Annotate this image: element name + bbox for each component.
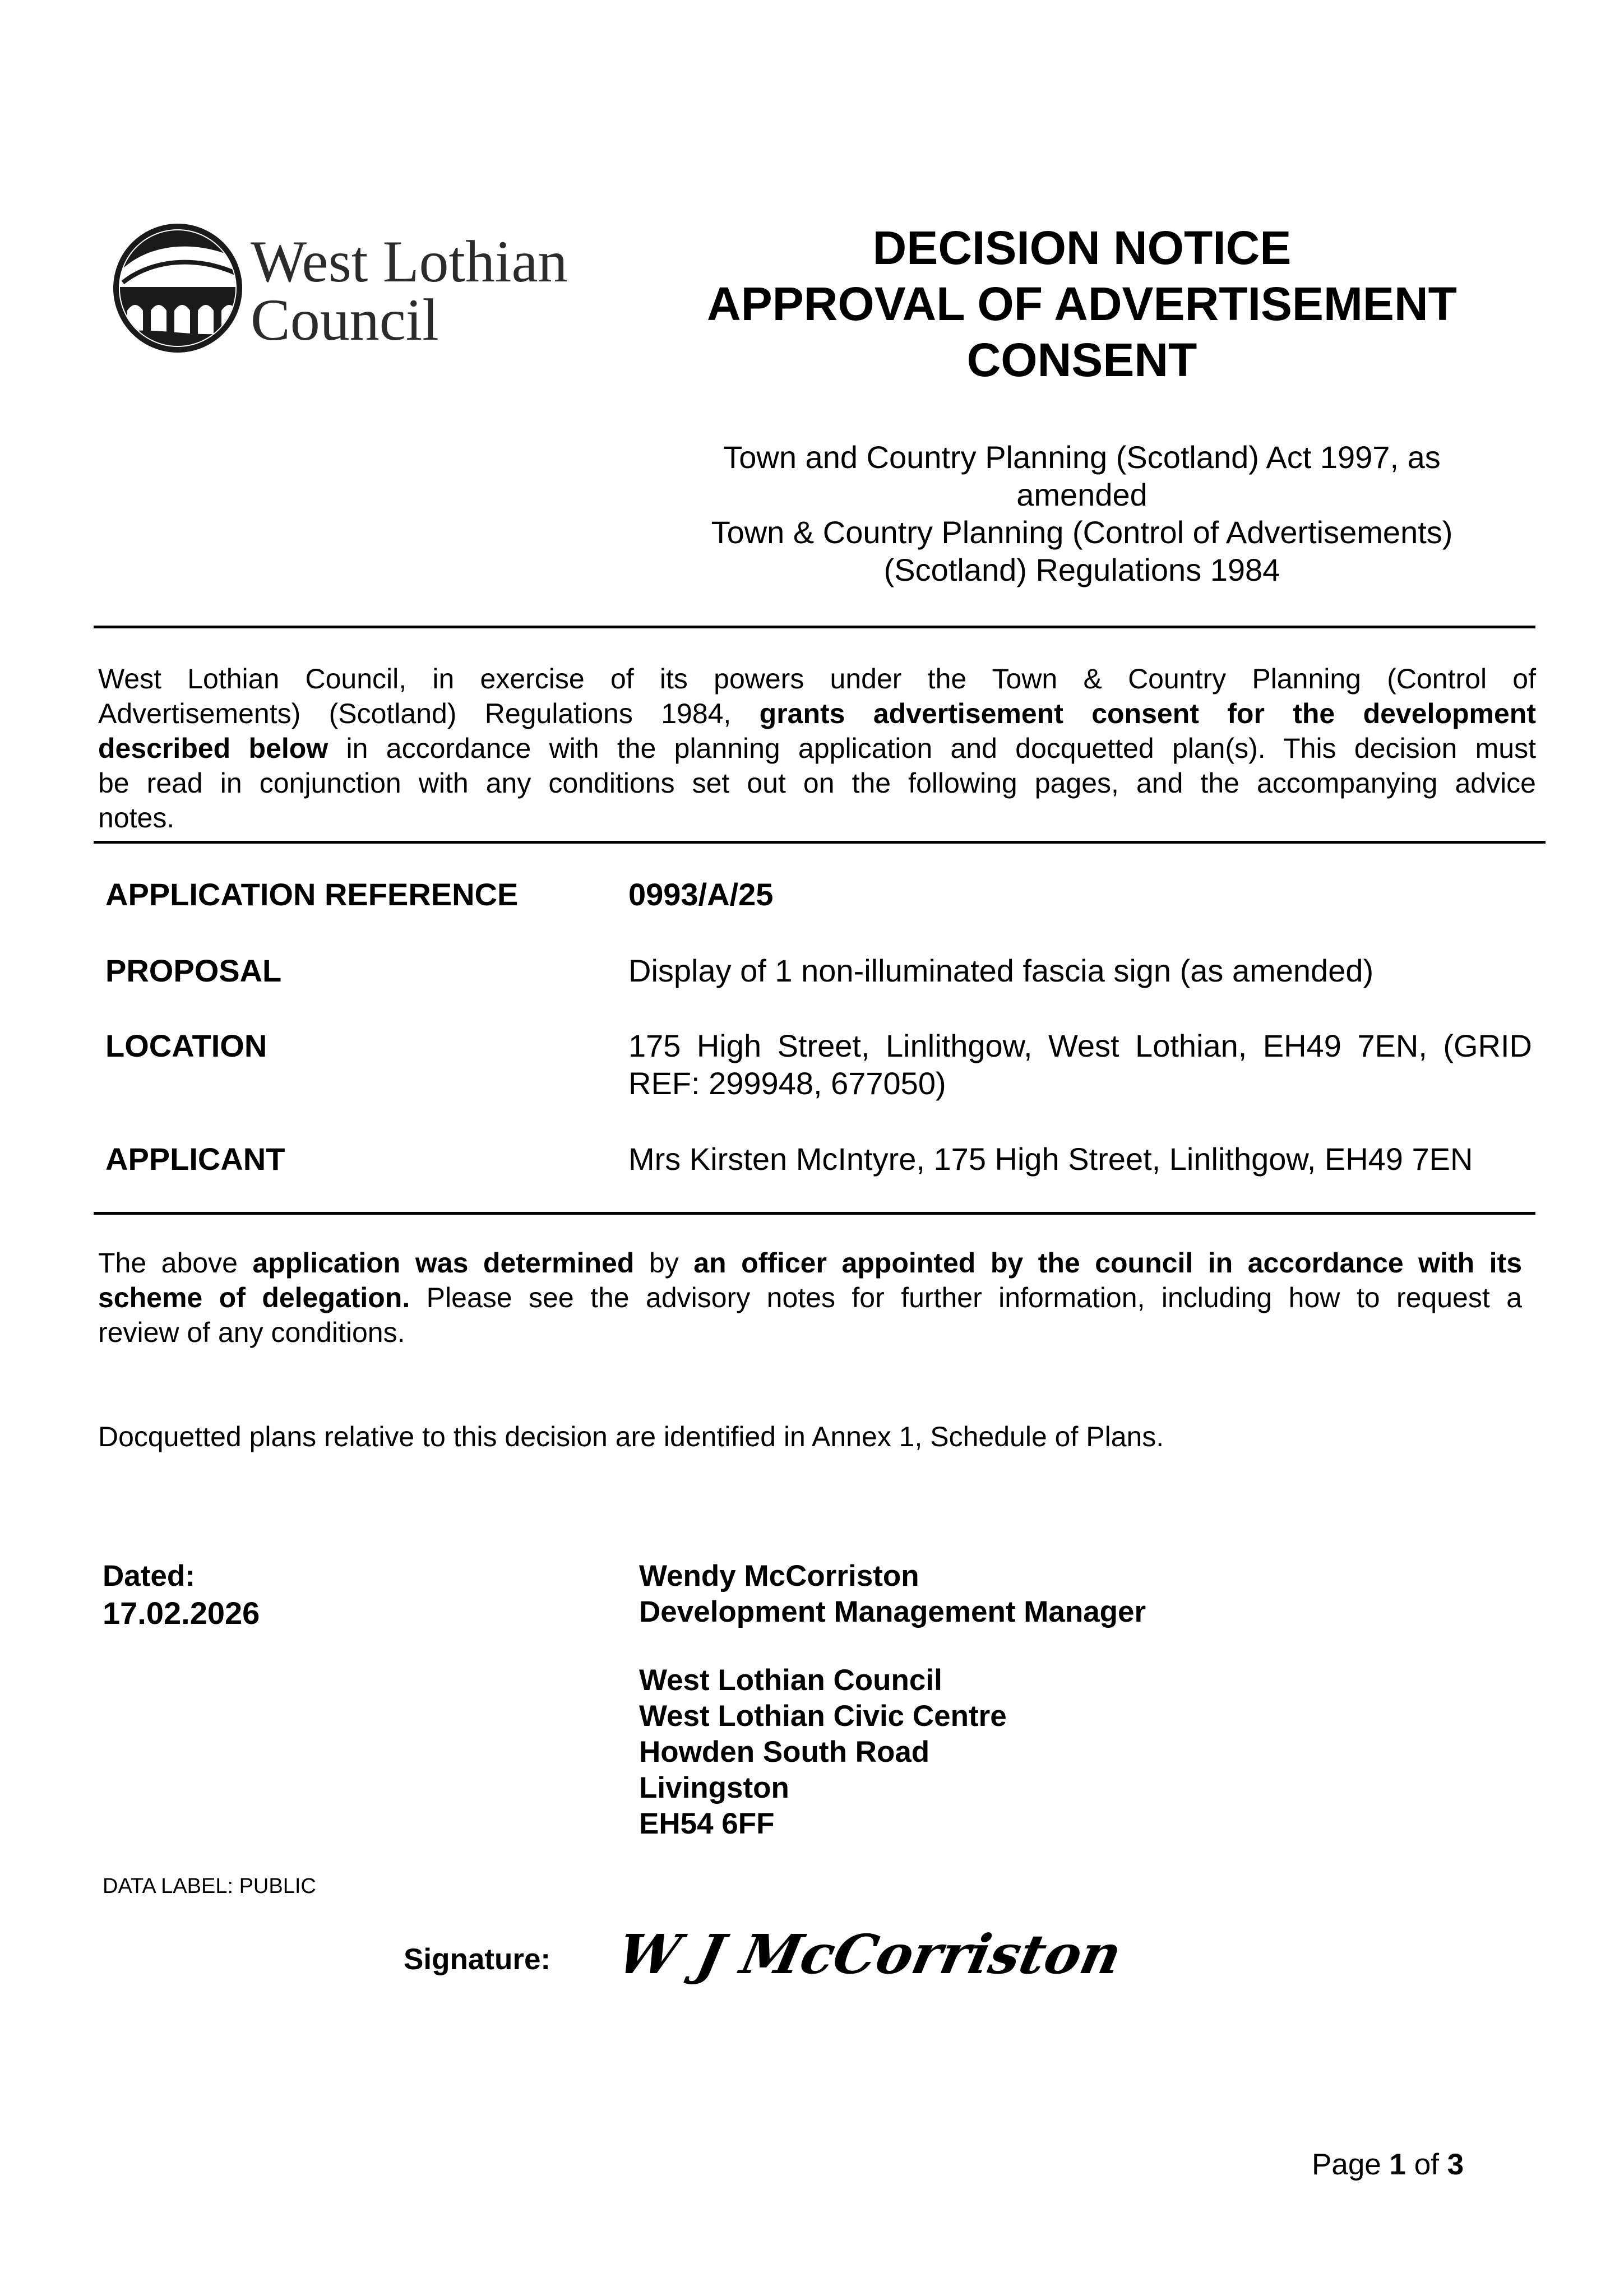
- title-line-1: DECISION NOTICE: [872, 221, 1292, 274]
- intro-line: West Lothian Council, in exercise of its powers under the Town & Country Planning (Control of: [98, 663, 1536, 695]
- determination-line: The above application was determined by an officer appointed by the council in accordance with its: [98, 1247, 1522, 1279]
- act-line-3: Town & Country Planning (Control of Advertisements): [711, 515, 1453, 550]
- dated-label: Dated:: [103, 1559, 195, 1593]
- divider-details-bottom: [94, 1212, 1535, 1215]
- spacer: [639, 1630, 1146, 1663]
- determination-paragraph: [98, 1246, 1522, 1350]
- intro-line: described below in accordance with the planning application and docquetted plan(s). This decision must: [98, 733, 1537, 764]
- data-classification-label: DATA LABEL: PUBLIC: [103, 1874, 316, 1898]
- officer-street: Howden South Road: [639, 1735, 930, 1769]
- location-value-line: 175 High Street, Linlithgow, West Lothian, EH49 7EN, (GRID: [628, 1028, 1532, 1063]
- location-value-line: REF: 299948, 677050): [628, 1066, 946, 1101]
- decision-title: [645, 220, 1519, 388]
- intro-line: be read in conjunction with any conditions set out on the following pages, and the accompanying advice: [98, 767, 1536, 799]
- page-number: Page 1 of 3: [1312, 2148, 1464, 2181]
- officer-postcode: EH54 6FF: [639, 1807, 775, 1840]
- divider-top: [94, 626, 1535, 628]
- title-line-2: APPROVAL OF ADVERTISEMENT: [707, 277, 1457, 330]
- officer-building: West Lothian Civic Centre: [639, 1700, 1007, 1733]
- applicant-label: APPLICANT: [105, 1141, 285, 1177]
- officer-org: West Lothian Council: [639, 1664, 942, 1697]
- applicant-value: Mrs Kirsten McIntyre, 175 High Street, Linlithgow, EH49 7EN: [628, 1141, 1473, 1177]
- officer-town: Livingston: [639, 1771, 789, 1804]
- logo-text-line2: Council: [251, 287, 439, 353]
- act-line-2: amended: [1016, 477, 1148, 512]
- divider-details-top: [94, 841, 1546, 844]
- officer-role: Development Management Manager: [639, 1595, 1146, 1628]
- signature-label: Signature:: [404, 1943, 551, 1976]
- officer-name: Wendy McCorriston: [639, 1559, 919, 1593]
- intro-line: notes.: [98, 802, 175, 834]
- determination-line: scheme of delegation. Please see the advisory notes for further information, including how to request a: [98, 1282, 1522, 1313]
- title-line-3: CONSENT: [966, 334, 1197, 386]
- docquetted-plans-note: Docquetted plans relative to this decision are identified in Annex 1, Schedule of Plans.: [98, 1421, 1164, 1452]
- signature-image: [611, 1911, 1127, 1996]
- reference-label: APPLICATION REFERENCE: [105, 877, 519, 912]
- legislation-block: [645, 438, 1519, 589]
- officer-block: [639, 1558, 1146, 1842]
- act-line-1: Town and Country Planning (Scotland) Act 1997, as: [723, 439, 1441, 475]
- dated-value: 17.02.2026: [103, 1595, 260, 1631]
- proposal-value: Display of 1 non-illuminated fascia sign (as amended): [628, 953, 1374, 988]
- intro-paragraph: [98, 661, 1536, 835]
- reference-value: 0993/A/25: [628, 877, 774, 912]
- logo-text-line1: West Lothian: [251, 229, 568, 294]
- act-line-4: (Scotland) Regulations 1984: [883, 552, 1280, 587]
- council-logo: [112, 221, 599, 355]
- location-value: [628, 1027, 1532, 1102]
- determination-line: review of any conditions.: [98, 1317, 405, 1348]
- location-label: LOCATION: [105, 1028, 267, 1063]
- signature-text: W J McCorriston: [612, 1923, 1127, 1986]
- intro-line: Advertisements) (Scotland) Regulations 1984, grants advertisement consent for the development: [98, 698, 1536, 729]
- proposal-label: PROPOSAL: [105, 953, 282, 988]
